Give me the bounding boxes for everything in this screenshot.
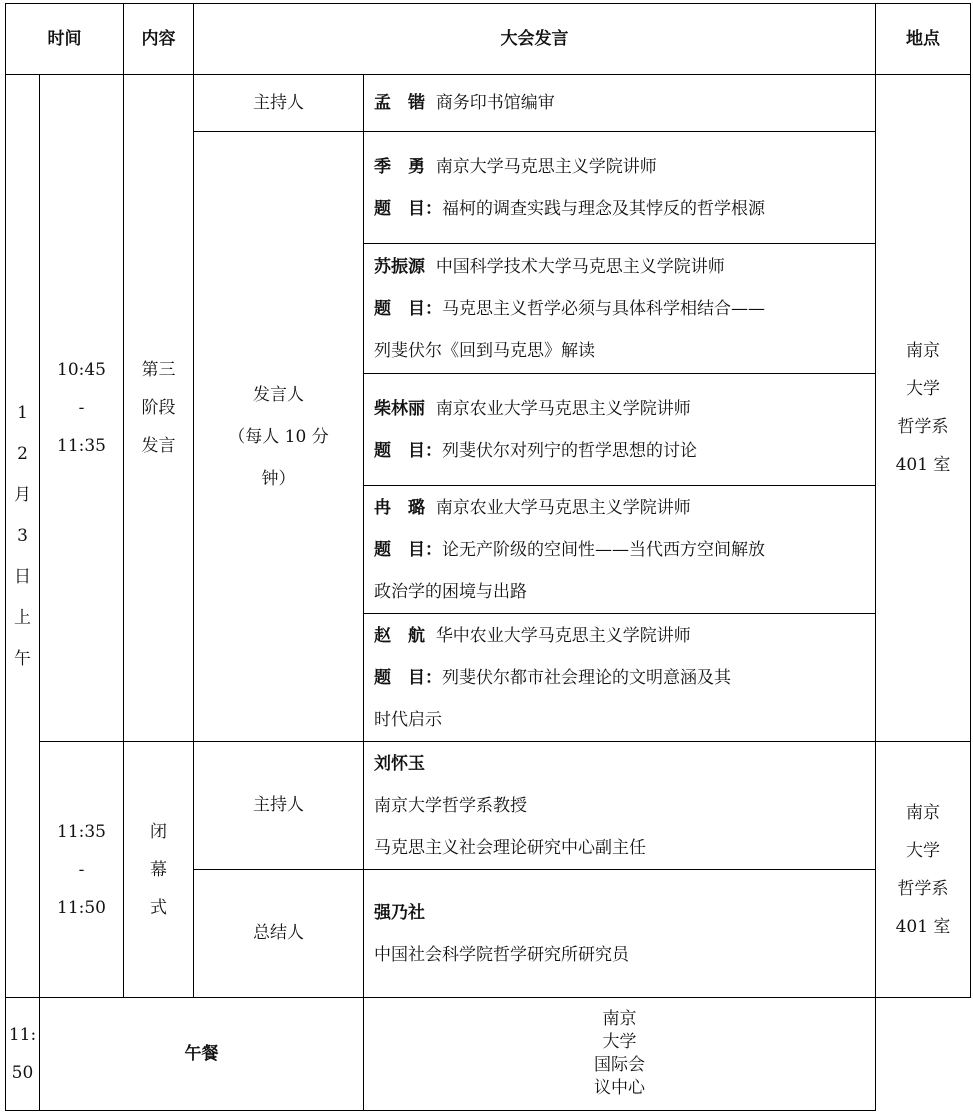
- speaker-5: 赵 航 华中农业大学马克思主义学院讲师 题 目：列斐伏尔都市社会理论的文明意涵及其 时代启示: [364, 614, 876, 742]
- header-content: 内容: [124, 4, 194, 75]
- speaker-4: 冉 璐 南京农业大学马克思主义学院讲师 题 目：论无产阶级的空间性——当代西方空间解放 政治学的困境与出路: [364, 486, 876, 614]
- host-name: 孟 锴: [374, 93, 425, 113]
- header-time: 时间: [6, 4, 124, 75]
- speaker-3: 柴林丽 南京农业大学马克思主义学院讲师 题 目：列斐伏尔对列宁的哲学思想的讨论: [364, 374, 876, 486]
- closing-host-info: 刘怀玉 南京大学哲学系教授 马克思主义社会理论研究中心副主任: [364, 742, 876, 870]
- header-row: [6, 4, 971, 75]
- session3-content: 第三 阶段 发言: [124, 75, 194, 742]
- session3-place: 南京 大学 哲学系 401 室: [876, 75, 971, 742]
- session3-host-info: [364, 75, 876, 132]
- date-cell: 1 2 月 3 日 上 午: [6, 75, 40, 998]
- header-place: 地点: [876, 4, 971, 75]
- header-speech: 大会发言: [194, 4, 876, 75]
- speakers-label: 发言人 （每人 10 分 钟）: [194, 132, 364, 742]
- session3-time: 10:45 - 11:35: [40, 75, 124, 742]
- closing-summary-label: 总结人: [194, 870, 364, 998]
- session3-host-label: 主持人: [194, 75, 364, 132]
- closing-place: 南京 大学 哲学系 401 室: [876, 742, 971, 998]
- closing-host-label: 主持人: [194, 742, 364, 870]
- closing-time: 11:35 - 11:50: [40, 742, 124, 998]
- session3-host-row: [6, 75, 971, 132]
- host-desc: 商务印书馆编审: [435, 93, 555, 113]
- lunch-row: [6, 998, 971, 1111]
- closing-summary-info: 强乃社 中国社会科学院哲学研究所研究员: [364, 870, 876, 998]
- lunch-time: 11: 50: [6, 998, 40, 1111]
- speaker-1: 季 勇 南京大学马克思主义学院讲师 题 目：福柯的调查实践与理念及其悖反的哲学根源: [364, 132, 876, 244]
- lunch-label: 午餐: [40, 998, 364, 1111]
- closing-host-row: [6, 742, 971, 870]
- speaker-2: 苏振源 中国科学技术大学马克思主义学院讲师 题 目：马克思主义哲学必须与具体科学相结合—— 列斐伏尔《回到马克思》解读: [364, 244, 876, 374]
- lunch-place: 南京 大学 国际会 议中心: [364, 998, 876, 1111]
- schedule-table: [5, 3, 971, 1111]
- closing-content: 闭 幕 式: [124, 742, 194, 998]
